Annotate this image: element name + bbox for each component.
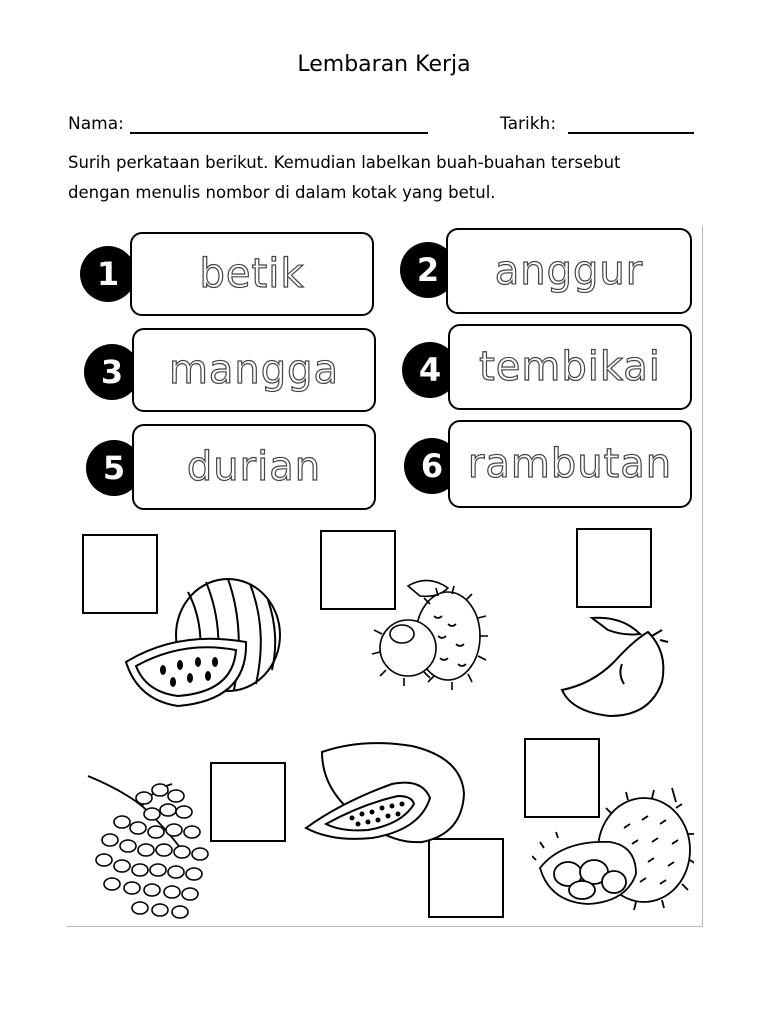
trace-word: betik [199, 251, 305, 297]
word-box-rambutan[interactable] [448, 420, 692, 508]
page-title: Lembaran Kerja [297, 52, 471, 77]
instruction-line-1: Surih perkataan berikut. Kemudian labelkan buah-buahan tersebut [68, 153, 621, 172]
number-badge-5: 5 [86, 440, 142, 496]
trace-word: durian [186, 444, 322, 490]
date-label: Tarikh: [500, 114, 557, 134]
papaya-icon [302, 738, 468, 850]
grapes-icon [82, 770, 226, 922]
trace-word: rambutan [467, 441, 673, 487]
word-box-mangga[interactable] [132, 328, 376, 412]
instruction-line-2: dengan menulis nombor di dalam kotak yang betul. [68, 183, 496, 202]
trace-word: tembikai [479, 344, 661, 390]
name-field[interactable] [130, 132, 428, 134]
number-badge-3: 3 [84, 344, 140, 400]
word-box-tembikai[interactable] [448, 324, 692, 410]
mango-icon [552, 612, 676, 722]
answer-box-mango[interactable] [576, 528, 652, 608]
rambutan-icon [368, 574, 488, 694]
trace-word: anggur [494, 248, 644, 294]
word-box-durian[interactable] [132, 424, 376, 510]
date-field[interactable] [568, 132, 694, 134]
word-box-betik[interactable] [130, 232, 374, 316]
answer-box-papaya[interactable] [428, 838, 504, 918]
number-badge-6: 6 [404, 438, 460, 494]
watermelon-icon [118, 570, 288, 720]
number-badge-1: 1 [80, 246, 136, 302]
number-badge-2: 2 [400, 242, 456, 298]
trace-word: mangga [168, 347, 340, 393]
durian-icon [532, 784, 694, 912]
word-box-anggur[interactable] [446, 228, 692, 314]
number-badge-4: 4 [402, 342, 458, 398]
name-label: Nama: [68, 114, 124, 134]
